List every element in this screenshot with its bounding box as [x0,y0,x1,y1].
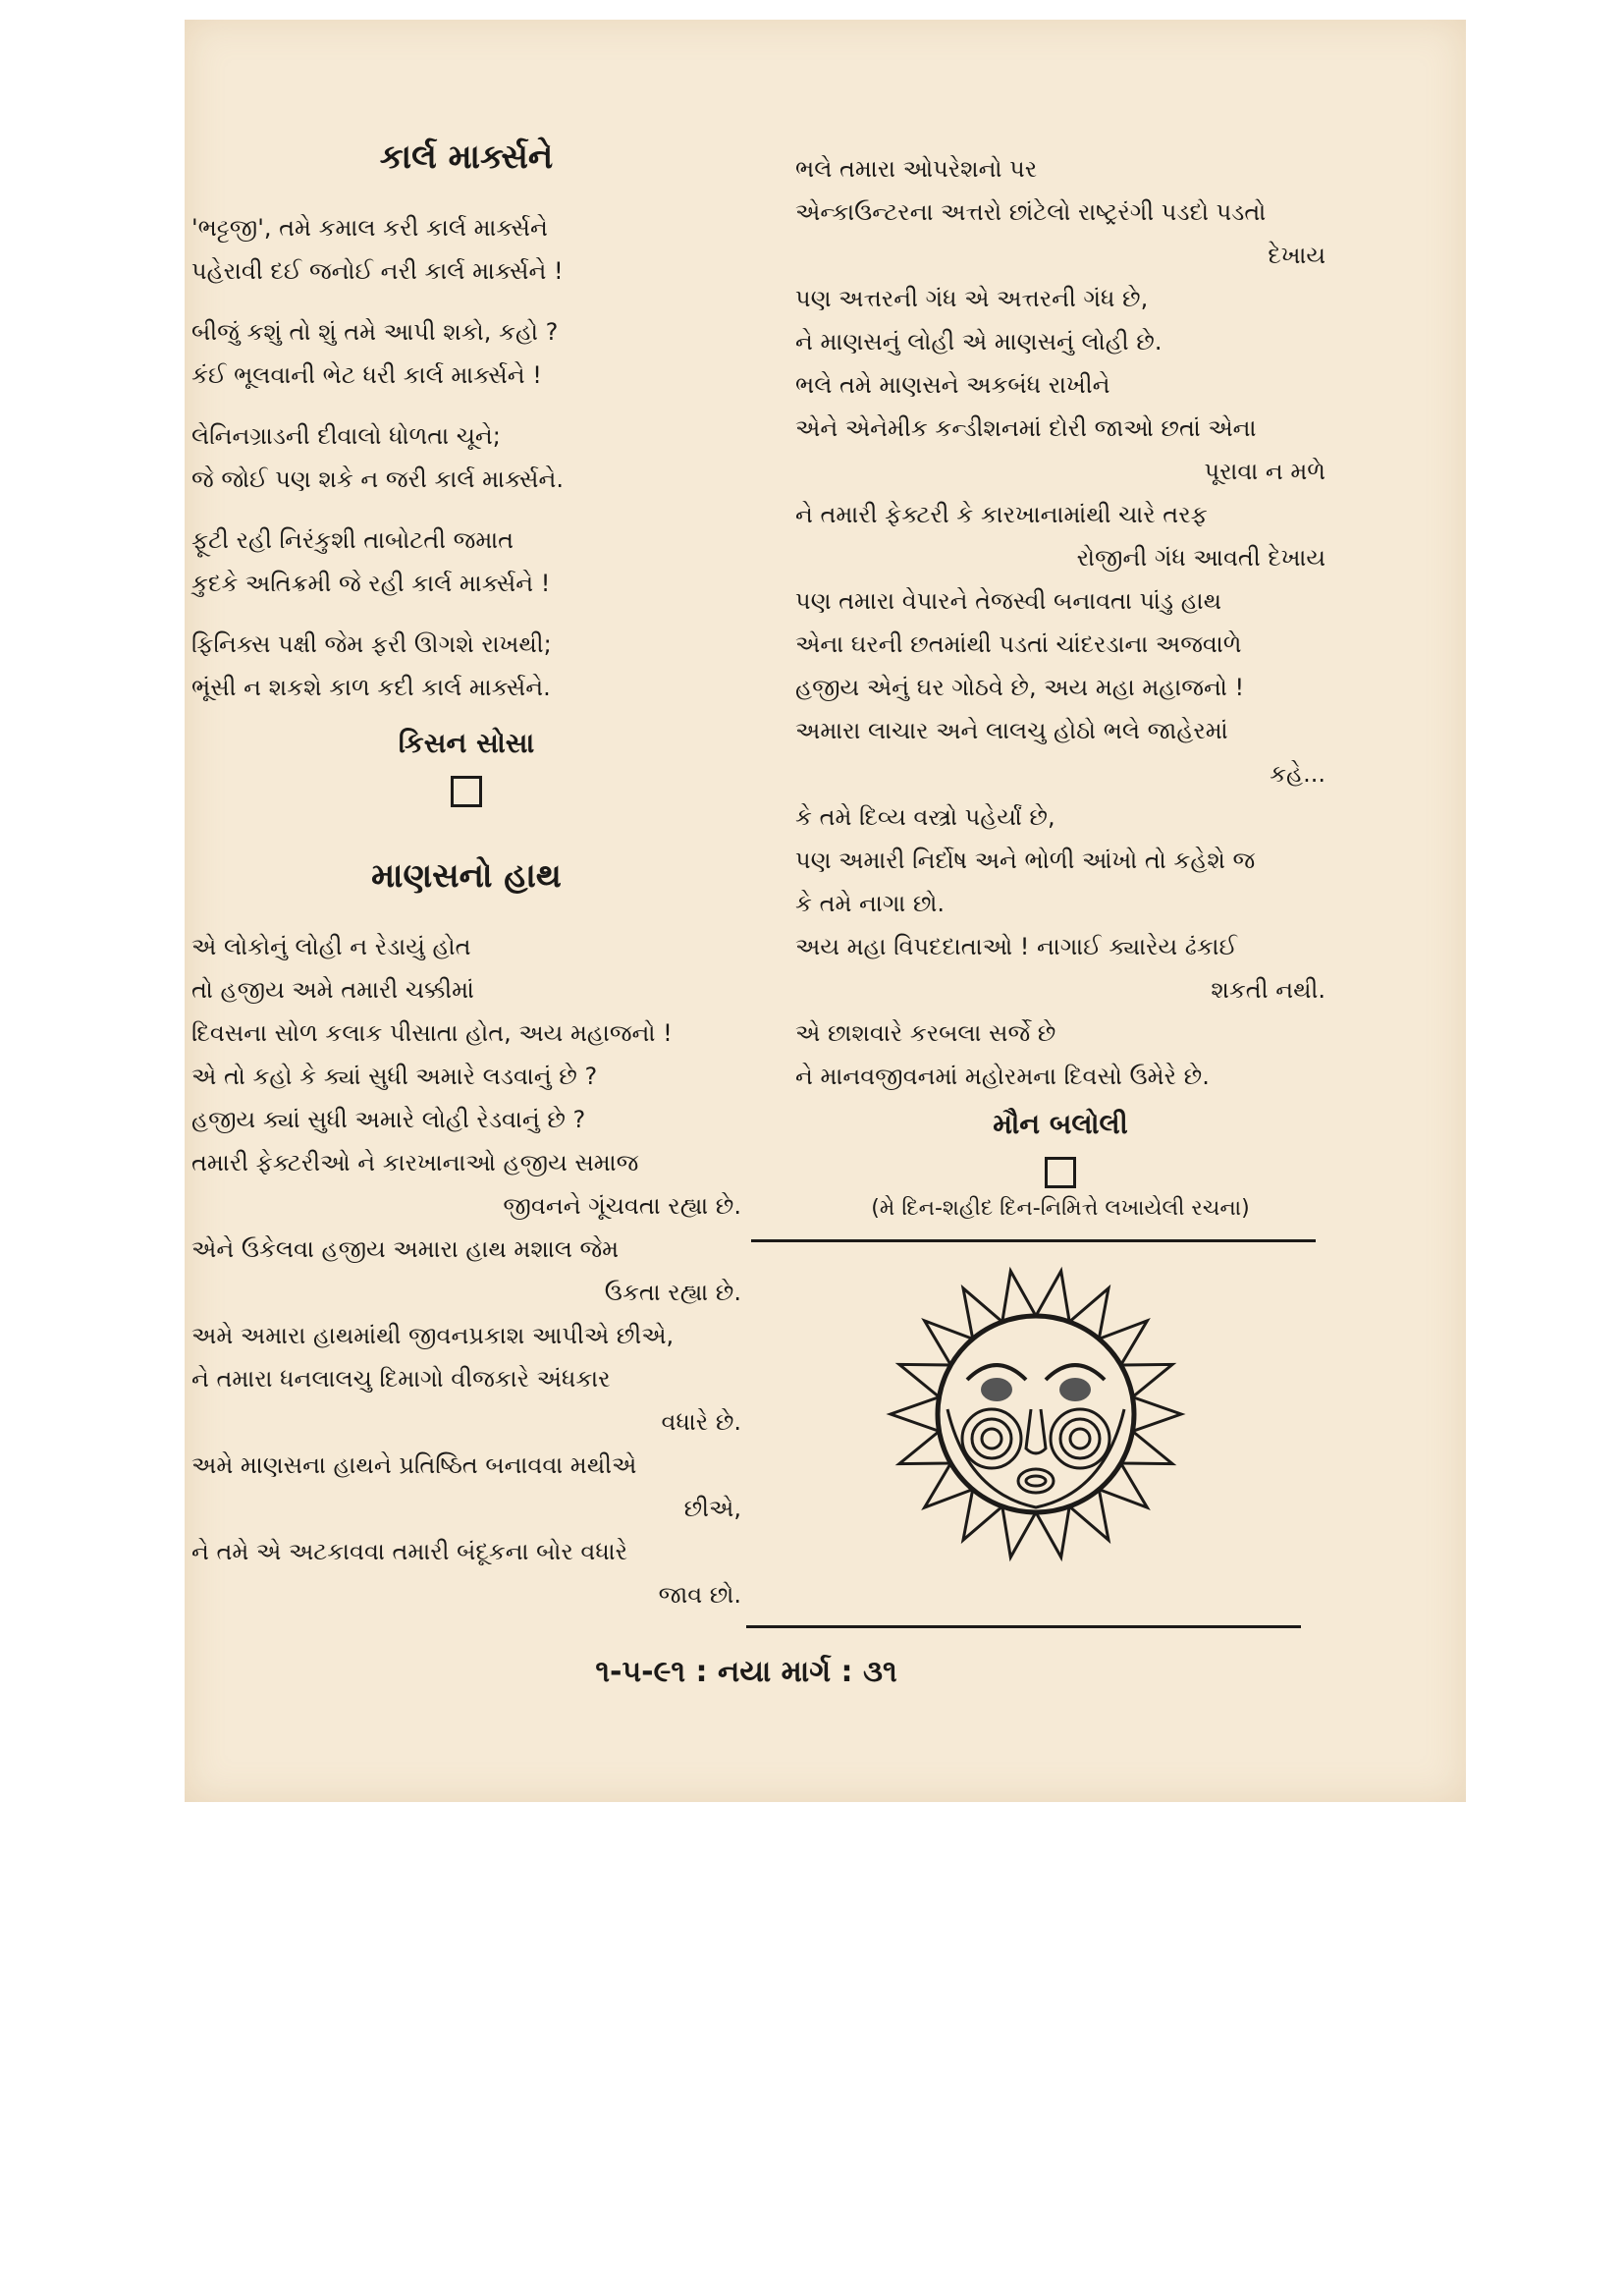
poem2-line: તો હજીય અમે તમારી ચક્કીમાં [191,976,474,1004]
poem2-line: તમારી ફેક્ટરીઓ ને કારખાનાઓ હજીય સમાજ [191,1149,639,1176]
poem3-line: પણ અત્તરની ગંધ એ અત્તરની ગંધ છે, [795,285,1149,312]
poem3-line: પણ તમારા વેપારને તેજસ્વી બનાવતા પાંડુ હાથ [795,587,1222,615]
poem2-title: માણસનો હાથ [371,856,562,896]
poem2-line: ઉકતા રહ્યા છે. [604,1279,741,1306]
bottom-rule [746,1625,1301,1628]
poem3-line: એને એનેમીક કન્ડીશનમાં દોરી જાઓ છતાં એના [795,414,1257,442]
poem2-line: અમે અમારા હાથમાંથી જીવનપ્રકાશ આપીએ છીએ, [191,1322,675,1349]
poem2-line: ને તમે એ અટકાવવા તમારી બંદૂકના બોર વધારે [191,1538,628,1565]
poem1-body [191,206,741,709]
poem3-author: મૌન બલોલી [993,1108,1128,1140]
poem1-stanza-5 [191,623,741,709]
poem1-line: 'ભટ્ટજી', તમે કમાલ કરી કાર્લ માર્ક્સને [191,214,548,242]
poem1-line: ફિનિક્સ પક્ષી જેમ ફરી ઊગશે રાખથી; [191,630,552,658]
sun-ray [1132,1397,1181,1432]
poem1-line: લેનિનગ્રાડની દીવાલો ધોળતા ચૂને; [191,422,501,450]
poem3-line: શકતી નથી. [1211,976,1325,1004]
right-column [795,147,1325,1221]
poem3-line: કહે... [1270,760,1325,788]
poem3-line: ને માનવજીવનમાં મહોરમના દિવસો ઉમેરે છે. [795,1063,1210,1090]
poem3-line: ને તમારી ફેક્ટરી કે કારખાનામાંથી ચારે તરફ [795,501,1208,528]
poem1-line: ફૂટી રહી નિરંકુશી તાબોટતી જમાત [191,526,514,554]
poem1-line: ભૂંસી ન શકશે કાળ કદી કાર્લ માર્ક્સને. [191,674,551,701]
poem3-line: કે તમે નાગા છો. [795,890,946,917]
poem3-note: (મે દિન-શહીદ દિન-નિમિત્તે લખાયેલી રચના) [871,1196,1250,1221]
poem2-line: જીવનને ગૂંચવતા રહ્યા છે. [503,1192,741,1220]
section-end-square [451,776,482,807]
poem2-line: એ તો કહો કે ક્યાં સુધી અમારે લડવાનું છે ? [191,1063,598,1090]
poem3-line: ભલે તમારા ઓપરેશનો પર [795,155,1038,183]
poem3-line: રોજીની ગંધ આવતી દેખાય [1076,544,1325,572]
poem2-line: એ લોકોનું લોહી ન રેડાયું હોત [191,933,471,960]
poem3-line: એના ઘરની છતમાંથી પડતાં ચાંદરડાના અજવાળે [795,630,1242,658]
poem2-line: અમે માણસના હાથને પ્રતિષ્ઠિત બનાવવા મથીએ [191,1451,637,1479]
poem2-line: દિવસના સોળ કલાક પીસાતા હોત, અય મહાજનો ! [191,1019,673,1047]
poem3-body [795,147,1325,1098]
poem1-stanza-3 [191,414,741,501]
page-footer: ૧-૫-૯૧ : નયા માર્ગ : ૩૧ [595,1655,897,1689]
poem1-line: કંઈ ભૂલવાની ભેટ ધરી કાર્લ માર્ક્સને ! [191,361,542,389]
left-column [191,137,741,1616]
poem1-line: જે જોઈ પણ શકે ન જરી કાર્લ માર્ક્સને. [191,465,565,493]
poem2-line: છીએ, [683,1495,741,1522]
poem2-line: જાવ છો. [658,1581,741,1609]
poem1-author: કિસન સોસા [398,727,535,759]
poem1-stanza-1 [191,206,741,293]
poem3-line: અય મહા વિપદદાતાઓ ! નાગાઈ ક્યારેય ઢંકાઈ [795,933,1238,960]
poem2-line: ને તમારા ધનલાલચુ દિમાગો વીજકારે અંધકાર [191,1365,611,1393]
poem2-body [191,925,741,1616]
poem3-line: દેખાય [1268,242,1325,269]
divider-rule [751,1239,1316,1242]
poem2-line: એને ઉકેલવા હજીય અમારા હાથ મશાલ જેમ [191,1235,620,1263]
poem1-stanza-2 [191,310,741,397]
poem3-line: પણ અમારી નિર્દોષ અને ભોળી આંખો તો કહેશે જ [795,847,1256,874]
poem3-line: ને માણસનું લોહી એ માણસનું લોહી છે. [795,328,1163,355]
sun-face-icon [879,1262,1193,1566]
poem2-line: હજીય ક્યાં સુધી અમારે લોહી રેડવાનું છે ? [191,1106,586,1133]
poem1-line: પહેરાવી દઈ જનોઈ નરી કાર્લ માર્ક્સને ! [191,257,564,285]
poem3-line: ભલે તમે માણસને અકબંધ રાખીને [795,371,1110,399]
poem1-line: કુદકે અતિક્રમી જે રહી કાર્લ માર્ક્સને ! [191,570,551,597]
poem3-line: એ છાશવારે કરબલા સર્જે છે [795,1019,1056,1047]
poem3-line: એન્કાઉન્ટરના અત્તરો છાંટેલો રાષ્ટ્રરંગી પડદો પડતો [795,198,1267,226]
poem3-line: અમારા લાચાર અને લાલચુ હોઠો ભલે જાહેરમાં [795,717,1228,744]
sun-ray [891,1397,940,1432]
poem1-title: કાર્લ માર્ક્સને [379,137,554,177]
poem1-stanza-4 [191,519,741,605]
poem2-line: વધારે છે. [661,1408,741,1436]
poem3-line: પૂરાવા ન મળે [1204,458,1325,485]
poem3-line: હજીય એનું ઘર ગોઠવે છે, અય મહા મહાજનો ! [795,674,1245,701]
section-end-square [1045,1157,1076,1188]
poem1-line: બીજું કશું તો શું તમે આપી શકો, કહો ? [191,318,559,346]
poem3-line: કે તમે દિવ્ય વસ્ત્રો પહેર્યાં છે, [795,803,1055,831]
